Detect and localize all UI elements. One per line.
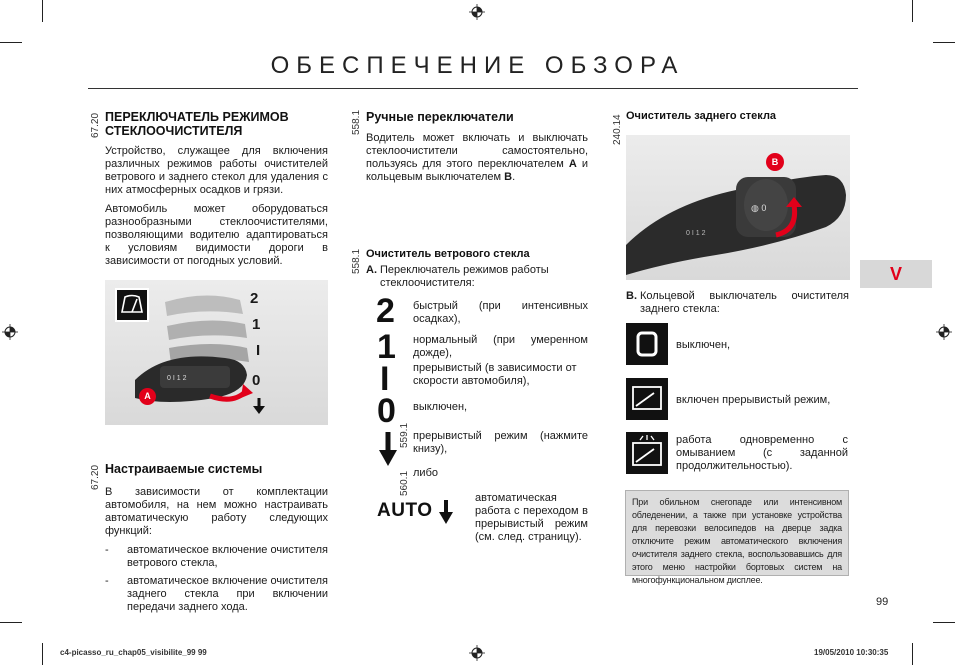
state-description: выключен, [676, 339, 731, 351]
page-number: 99 [876, 596, 889, 608]
rear-wiper-off-icon [626, 323, 668, 365]
section-code: 559.1 [399, 422, 410, 448]
crop-mark [0, 622, 22, 623]
ref-b: B [504, 171, 513, 183]
paragraph-text: . [512, 171, 516, 183]
registration-mark-icon [2, 324, 18, 340]
footer-file-info: c4-picasso_ru_chap05_visibilite_99 99 [60, 648, 207, 657]
section-heading: Очиститель заднего стекла [626, 110, 777, 122]
feature-list [105, 544, 328, 614]
item-a [366, 264, 588, 290]
mode-description: прерывистый режим (нажмите книзу), [413, 430, 588, 455]
section-code: 560.1 [399, 470, 410, 496]
section-heading: ПЕРЕКЛЮЧАТЕЛЬ РЕЖИМОВ СТЕКЛООЧИСТИТЕЛЯ [105, 110, 289, 138]
position-label-i: I [256, 342, 261, 359]
crop-mark [42, 643, 43, 665]
svg-text:0 I 1 2: 0 I 1 2 [686, 230, 706, 237]
wiper-icon [115, 288, 149, 322]
callout-b-label: B [771, 157, 779, 167]
mode-symbol-0: 0 [377, 392, 396, 430]
section-body [105, 145, 328, 274]
crop-mark [42, 0, 43, 22]
position-label-1: 1 [252, 316, 261, 333]
list-item: - автоматическое включение очистителя ветрового стекла, [105, 544, 328, 570]
mode-description: автоматическая работа с переходом в прерывистый режим (см. след. страницу). [475, 492, 588, 543]
callout-a [139, 388, 156, 405]
item-b-label: B. [626, 290, 637, 302]
paragraph: Устройство, служащее для включения различных режимов работы очистителей ветрового и заднего стекол для удаления с них атмосферных осадков и грязи. [105, 145, 328, 196]
registration-mark-icon [469, 645, 485, 661]
svg-text:0 I 1 2: 0 I 1 2 [167, 375, 187, 382]
state-description: работа одновременно с омыванием (с заданной продолжительностью). [676, 434, 848, 472]
list-item: - автоматическое включение очистителя заднего стекла при включении передачи заднего хода. [105, 575, 328, 614]
position-label-2: 2 [250, 290, 259, 307]
callout-a-label: A [144, 391, 151, 401]
item-a-text: Переключатель режимов работы стеклоочистителя: [380, 264, 549, 289]
wiper-stalk-photo [105, 280, 328, 425]
note-box: При обильном снегопаде или интенсивном обледенении, а также при установке устройства для перевозки велосипедов на дверце задка отключите режим автоматического включения очистителя заднего стекла, воспользовавшись для этого меню настройки бортовых систем на многофункциональном дисплее. [625, 490, 849, 576]
crop-mark [0, 42, 22, 43]
rear-wiper-photo [626, 135, 850, 280]
header-rule [88, 88, 858, 89]
auto-symbol [377, 500, 432, 522]
section-code: 558.1 [351, 248, 362, 274]
crop-mark [933, 42, 955, 43]
registration-mark-icon [936, 324, 952, 340]
rear-wiper-washer-icon [626, 432, 668, 474]
mode-description: либо [413, 467, 438, 479]
chapter-tab: V [860, 260, 932, 288]
mode-symbol-1: 1 [377, 328, 396, 366]
section-code: 67.20 [90, 112, 101, 138]
mode-description: прерывистый (в зависимости от скорости автомобиля), [413, 362, 577, 387]
mode-description: выключен, [413, 401, 468, 413]
page-title: ОБЕСПЕЧЕНИЕ ОБЗОРА [270, 52, 685, 79]
item-b-text: Кольцевой выключатель очистителя заднего стекла: [640, 290, 849, 315]
rear-wiper-intermittent-icon [626, 378, 668, 420]
mode-symbol-i: I [380, 360, 390, 398]
paragraph: В зависимости от комплектации автомобиля, на нем можно настраивать автоматическую работу следующих функций: [105, 486, 328, 537]
section-code: 558.1 [351, 109, 362, 135]
section-heading: Ручные переключатели [366, 110, 514, 124]
section-code: 67.20 [90, 464, 101, 490]
arrow-down-icon [439, 500, 453, 524]
section-code: 240.14 [612, 114, 623, 145]
registration-mark-icon [469, 4, 485, 20]
footer-timestamp: 19/05/2010 10:30:35 [814, 648, 889, 657]
section-heading: Очиститель ветрового стекла [366, 248, 530, 260]
arrow-down-icon [379, 432, 397, 466]
section-body [105, 486, 328, 619]
crop-mark [933, 622, 955, 623]
rear-wiper-illustration [626, 135, 850, 280]
item-b [626, 290, 849, 316]
item-a-label: A. [366, 264, 377, 276]
crop-mark [912, 643, 913, 665]
callout-b [766, 153, 784, 171]
section-heading: Настраиваемые системы [105, 462, 263, 476]
state-description: включен прерывистый режим, [676, 394, 831, 406]
svg-text:◍ 0: ◍ 0 [751, 203, 767, 213]
auto-label: AUTO [377, 500, 433, 521]
arrow-down-icon [253, 398, 265, 414]
paragraph-text: Водитель может включать и выключать стеклоочистители самостоятельно, пользуясь для этого переключателем [366, 132, 588, 170]
mode-description: быстрый (при интенсивных осадках), [413, 300, 588, 325]
ref-a: A [568, 158, 577, 170]
paragraph: Автомобиль может оборудоваться разнообразными стеклоочистителями, позволяющими водителю адаптироваться к условиям видимости дороги в зависимости от погодных условий. [105, 203, 328, 267]
paragraph-text: и кольцевым выключателем [366, 158, 589, 183]
mode-symbol-2: 2 [376, 292, 395, 330]
position-label-0: 0 [252, 372, 261, 389]
section-body [366, 132, 588, 190]
mode-description: нормальный (при умеренном дожде), [413, 334, 588, 359]
crop-mark [912, 0, 913, 22]
